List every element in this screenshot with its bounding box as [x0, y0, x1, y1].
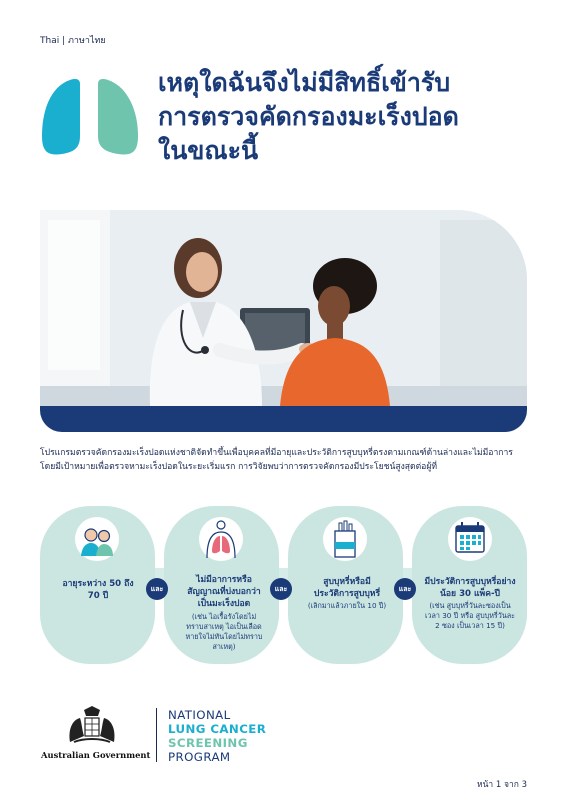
page-number: หน้า 1 จาก 3: [476, 780, 527, 790]
criteria-symptoms-title: ไม่มีอาการหรือสัญญาณที่บ่งบอกว่าเป็นมะเร็งปอด: [187, 575, 261, 609]
criteria-pack-years-detail: (เช่น สูบบุหรี่วันละซองเป็นเวลา 30 ปี หรือ สูบบุหรี่วันละ 2 ซอง เป็นเวลา 15 ปี): [424, 601, 516, 630]
language-label: Thai | ภาษาไทย: [40, 36, 106, 46]
australian-government-label: Australian Government: [41, 750, 151, 760]
criteria-age-title: อายุระหว่าง 50 ถึง 70 ปี: [62, 579, 134, 601]
title-line-1: เหตุใดฉันจึงไม่มีสิทธิ์เข้ารับ: [158, 68, 451, 97]
lungs-logo-icon: [40, 78, 140, 158]
lungs-body-icon: [195, 516, 247, 562]
title-line-2: การตรวจคัดกรองมะเร็งปอด: [158, 102, 459, 131]
and-connector-3: และ: [394, 578, 416, 600]
program-line-1: NATIONAL: [168, 708, 231, 722]
calendar-icon: [444, 516, 496, 562]
coat-of-arms-icon: [64, 706, 120, 746]
criteria-pack-years-title: มีประวัติการสูบบุหรี่อย่างน้อย 30 แพ็ค-ปี: [424, 577, 516, 599]
criteria-symptoms-detail: (เช่น ไอเรื้อรังโดยไม่ทราบสาเหตุ ไอเป็นเลือด หายใจไม่ทันโดยไม่ทราบสาเหตุ): [185, 612, 263, 651]
program-logo-text: [168, 708, 266, 764]
elderly-couple-icon: [71, 516, 123, 562]
and-connector-1: และ: [146, 578, 168, 600]
page-title: [158, 66, 538, 168]
program-line-4: PROGRAM: [168, 750, 231, 764]
doctor-patient-photo: [40, 210, 527, 432]
and-connector-2: และ: [270, 578, 292, 600]
cigarette-pack-icon: [319, 516, 371, 562]
criteria-smoking-title: สูบบุหรี่หรือมีประวัติการสูบบุหรี่: [313, 577, 381, 599]
program-line-3: SCREENING: [168, 736, 248, 750]
intro-paragraph: โปรแกรมตรวจคัดกรองมะเร็งปอดแห่งชาติจัดทำขึ้นเพื่อบุคคลที่มีอายุและประวัติการสูบบุหรี่ตรงตามเกณฑ์ด้านล่างและไม่มีอาการ โดยมีเป้าหมายเพื่อตรวจหามะเร็งปอดในระยะเริ่มแรก การวิจัยพบว่าการตรวจคัดกรองมีประโยชน์สูงสุดต่อผู้ที่: [40, 448, 513, 472]
title-line-3: ในขณะนี้: [158, 136, 259, 165]
program-line-2: LUNG CANCER: [168, 722, 267, 736]
footer-divider: [156, 708, 157, 762]
criteria-smoking-detail: (เลิกมาแล้วภายใน 10 ปี): [307, 601, 387, 610]
